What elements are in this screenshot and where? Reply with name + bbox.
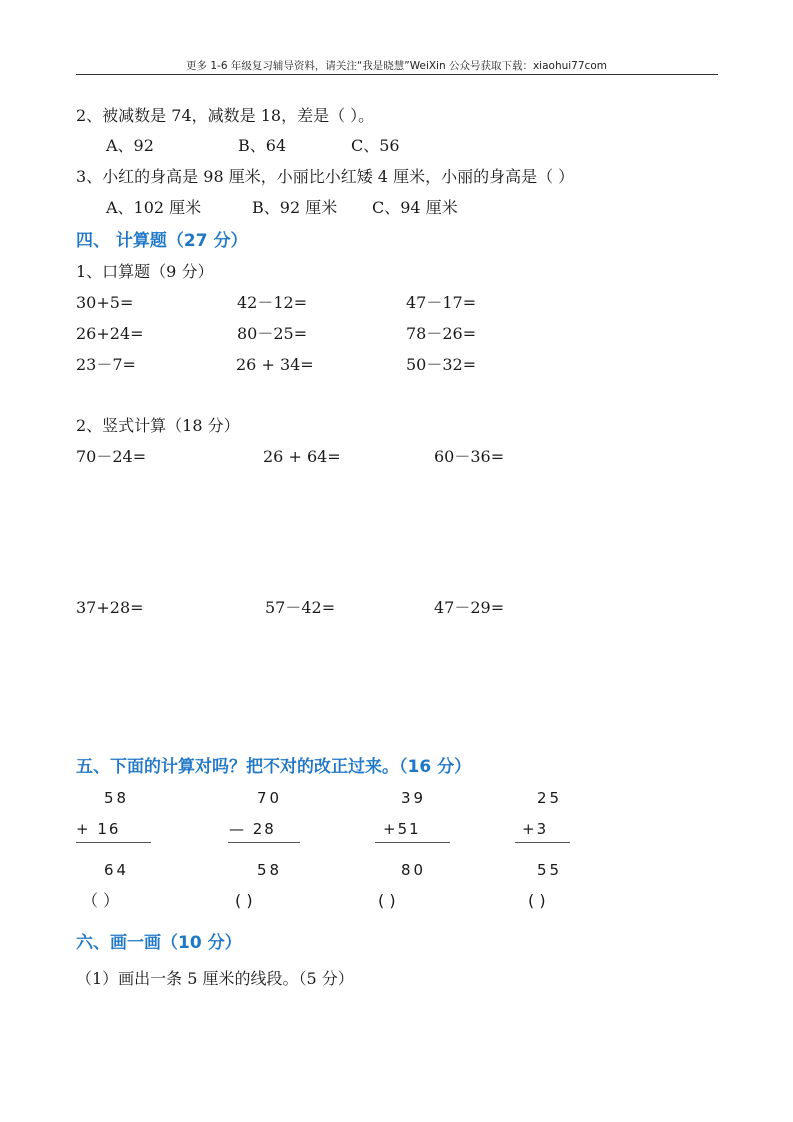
section-4-title: 四、 计算题（27 分） <box>76 231 248 251</box>
check-problem-operand: — 28 <box>229 820 276 838</box>
oral-calc-item: 80－25= <box>237 324 308 343</box>
check-problem-result: 64 <box>104 861 130 879</box>
section-5-title: 五、下面的计算对吗？把不对的改正过来。（16 分） <box>76 757 472 777</box>
oral-calc-item: 47－17= <box>406 293 477 312</box>
check-problem-operand: +3 <box>522 820 549 838</box>
check-problem-top: 25 <box>537 789 563 807</box>
answer-line <box>228 842 300 843</box>
drawing-task-1: （1）画出一条 5 厘米的线段。（5 分） <box>76 969 354 988</box>
vertical-calc-item: 60－36= <box>434 447 505 466</box>
question-3-option-c: C、94 厘米 <box>372 198 458 217</box>
vertical-calc-item: 26 + 64= <box>263 447 341 466</box>
oral-calc-item: 50－32= <box>406 355 477 374</box>
vertical-calc-item: 37+28= <box>76 598 144 617</box>
question-2-option-b: B、64 <box>238 136 287 155</box>
question-2-option-c: C、56 <box>351 136 400 155</box>
check-problem-result: 55 <box>537 861 563 879</box>
page-header: 更多 1-6 年级复习辅导资料，请关注“我是晓慧”WeiXin 公众号获取下载：xiaohui77com <box>186 60 607 72</box>
check-problem-result: 58 <box>257 861 283 879</box>
oral-calc-item: 26 + 34= <box>236 355 314 374</box>
answer-parentheses[interactable]: （ ） <box>82 891 120 910</box>
oral-calc-title: 1、口算题（9 分） <box>76 262 214 281</box>
vertical-calc-title: 2、竖式计算（18 分） <box>76 416 240 435</box>
question-3-option-a: A、102 厘米 <box>106 198 202 217</box>
check-problem-operand: +51 <box>383 820 421 838</box>
answer-parentheses[interactable]: ( ) <box>378 891 396 910</box>
oral-calc-item: 26+24= <box>76 324 144 343</box>
question-2-stem: 2、被减数是 74，减数是 18，差是（ ）。 <box>76 106 375 125</box>
check-problem-top: 58 <box>104 789 130 807</box>
section-6-title: 六、画一画（10 分） <box>76 933 242 953</box>
header-divider <box>76 74 718 75</box>
answer-line <box>515 842 570 843</box>
answer-parentheses[interactable]: ( ) <box>235 891 253 910</box>
question-3-option-b: B、92 厘米 <box>252 198 338 217</box>
oral-calc-item: 23－7= <box>76 355 136 374</box>
check-problem-result: 80 <box>401 861 427 879</box>
answer-line <box>76 842 151 843</box>
question-2-option-a: A、92 <box>106 136 154 155</box>
vertical-calc-item: 47－29= <box>434 598 505 617</box>
oral-calc-item: 42－12= <box>237 293 308 312</box>
oral-calc-item: 78－26= <box>406 324 477 343</box>
check-problem-top: 70 <box>257 789 283 807</box>
vertical-calc-item: 57－42= <box>265 598 336 617</box>
oral-calc-item: 30+5= <box>76 293 134 312</box>
vertical-calc-item: 70－24= <box>76 447 147 466</box>
answer-line <box>375 842 450 843</box>
check-problem-top: 39 <box>401 789 427 807</box>
check-problem-operand: + 16 <box>76 820 121 838</box>
question-3-stem: 3、小红的身高是 98 厘米，小丽比小红矮 4 厘米，小丽的身高是（ ） <box>76 167 575 186</box>
answer-parentheses[interactable]: ( ) <box>528 891 546 910</box>
